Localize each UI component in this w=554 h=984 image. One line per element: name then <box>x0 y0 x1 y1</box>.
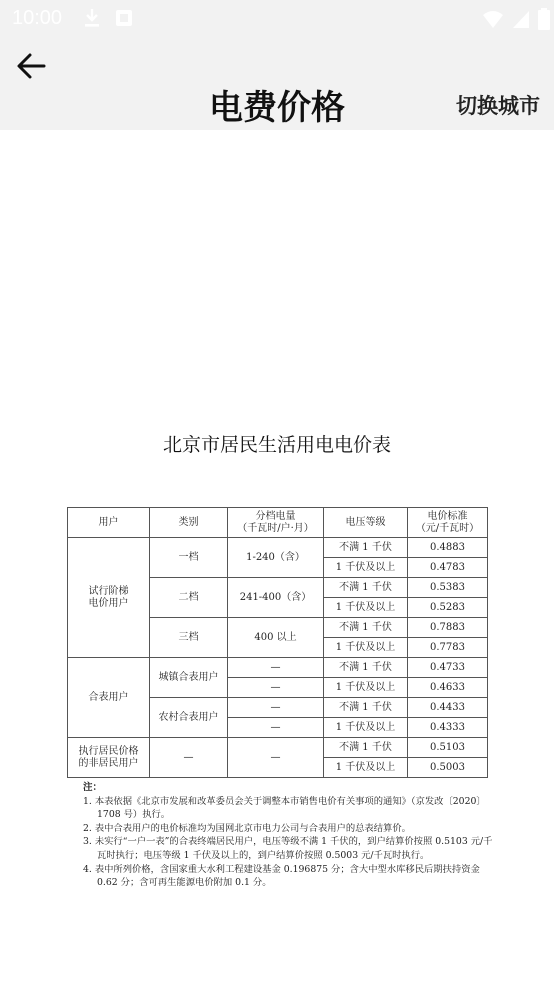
price-document <box>0 130 554 984</box>
cell-category: 二档 <box>150 578 228 618</box>
status-bar <box>0 0 554 38</box>
cell-user: 执行居民价格 的非居民用户 <box>68 738 150 778</box>
cell-voltage: 1 千伏及以上 <box>324 598 408 618</box>
cell-price: 0.5103 <box>408 738 488 758</box>
cell-price: 0.4433 <box>408 698 488 718</box>
cell-price: 0.5003 <box>408 758 488 778</box>
cell-power: — <box>228 738 324 778</box>
cell-category: 农村合表用户 <box>150 698 228 738</box>
cell-price: 0.4883 <box>408 538 488 558</box>
cell-power: — <box>228 718 324 738</box>
cell-voltage: 不满 1 千伏 <box>324 738 408 758</box>
note-item: 1. 本表依据《北京市发展和改革委员会关于调整本市销售电价有关事项的通知》（京发改〔2020〕1708 号）执行。 <box>83 795 486 821</box>
cell-voltage: 不满 1 千伏 <box>324 698 408 718</box>
table-row <box>68 538 488 558</box>
cell-price: 0.7783 <box>408 638 488 658</box>
cell-voltage: 1 千伏及以上 <box>324 718 408 738</box>
cell-voltage: 不满 1 千伏 <box>324 658 408 678</box>
cell-category: 一档 <box>150 538 228 578</box>
cell-category: 三档 <box>150 618 228 658</box>
switch-city-button[interactable]: 切换城市 <box>456 94 540 118</box>
header-user: 用户 <box>68 508 150 538</box>
cell-price: 0.5283 <box>408 598 488 618</box>
header-tier-power: 分档电量 （千瓦时/户·月） <box>228 508 324 538</box>
cell-voltage: 不满 1 千伏 <box>324 538 408 558</box>
header-price: 电价标准 （元/千瓦时） <box>408 508 488 538</box>
notes <box>83 781 493 890</box>
cell-price: 0.4733 <box>408 658 488 678</box>
cell-price: 0.4783 <box>408 558 488 578</box>
header-voltage: 电压等级 <box>324 508 408 538</box>
document-title: 北京市居民生活用电电价表 <box>162 434 391 456</box>
cell-power: — <box>228 698 324 718</box>
status-icons <box>482 7 550 31</box>
table-header-row <box>68 508 488 538</box>
header-category: 类别 <box>150 508 228 538</box>
cell-price: 0.5383 <box>408 578 488 598</box>
cell-voltage: 不满 1 千伏 <box>324 618 408 638</box>
page-title: 电费价格 <box>209 88 345 128</box>
cell-price: 0.7883 <box>408 618 488 638</box>
signal-icon <box>512 9 530 29</box>
cell-voltage: 1 千伏及以上 <box>324 638 408 658</box>
status-time: 10:00 <box>12 7 63 29</box>
arrow-left-icon[interactable] <box>12 48 52 84</box>
table-row <box>68 658 488 678</box>
cell-power: 400 以上 <box>228 618 324 658</box>
battery-icon <box>538 8 550 30</box>
cell-voltage: 1 千伏及以上 <box>324 558 408 578</box>
cell-user: 试行阶梯 电价用户 <box>68 538 150 658</box>
cell-power: 1-240（含） <box>228 538 324 578</box>
cell-category: — <box>150 738 228 778</box>
note-item: 4. 表中所列价格，含国家重大水利工程建设基金 0.196875 分；含大中型水库移民后期扶持资金 0.62 分；含可再生能源电价附加 0.1 分。 <box>83 863 480 889</box>
cell-voltage: 1 千伏及以上 <box>324 758 408 778</box>
cell-user: 合表用户 <box>68 658 150 738</box>
app-icon <box>114 7 134 29</box>
download-icon <box>82 7 102 29</box>
cell-power: — <box>228 678 324 698</box>
price-table <box>67 507 488 778</box>
cell-price: 0.4333 <box>408 718 488 738</box>
cell-voltage: 1 千伏及以上 <box>324 678 408 698</box>
note-item: 3. 未实行“一户一表”的合表终端居民用户，电压等级不满 1 千伏的，到户结算价按照 0.5103 元/千瓦时执行；电压等级 1 千伏及以上的，到户结算价按照 0.5003 元/千瓦时执行。 <box>83 836 493 861</box>
cell-power: 241-400（含） <box>228 578 324 618</box>
cell-price: 0.4633 <box>408 678 488 698</box>
cell-category: 城镇合表用户 <box>150 658 228 698</box>
notes-label: 注： <box>83 782 103 793</box>
wifi-icon <box>482 9 504 29</box>
cell-power: — <box>228 658 324 678</box>
table-row <box>68 738 488 758</box>
note-item: 2. 表中合表用户的电价标准均为国网北京市电力公司与合表用户的总表结算价。 <box>83 822 411 834</box>
cell-voltage: 不满 1 千伏 <box>324 578 408 598</box>
